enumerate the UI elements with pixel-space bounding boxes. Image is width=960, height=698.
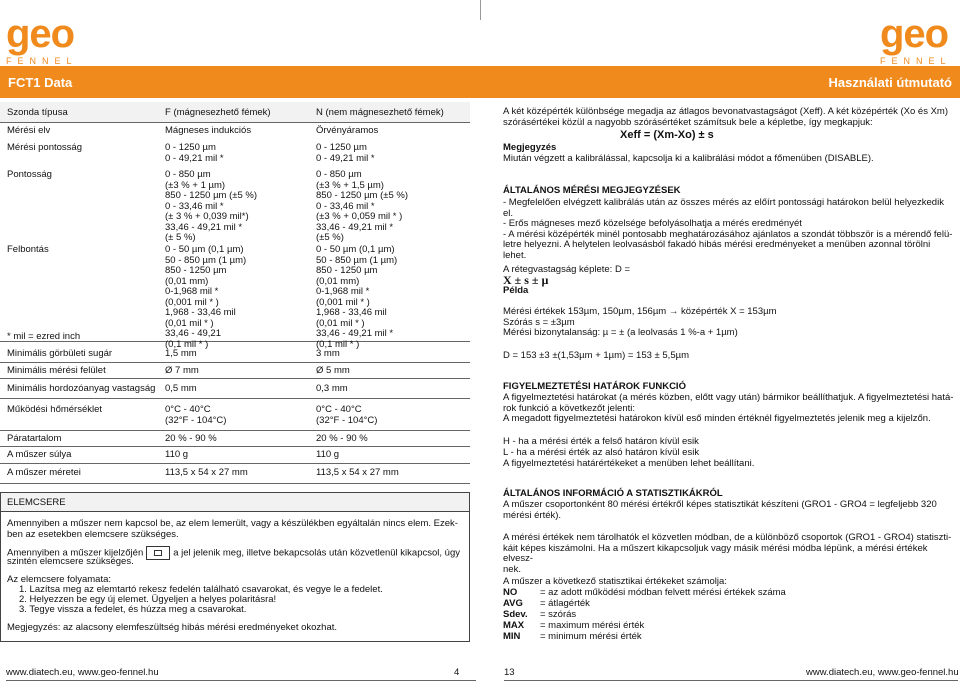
stat-value: = maximum mérési érték (540, 620, 645, 631)
table-row-label: Mérési pontosság (7, 142, 82, 153)
table-cell-n: N (nem mágnesezhető fémek) (316, 107, 444, 118)
general-notes-list: - Megfelelően elvégzett kalibrálás után az összes mérés az előírt pontossági határokon belül helyezkedik el. - Erős mágneses mező közelsége befolyásolhatja a mérés eredményét - A mérési középérték minél pontosabb meghatározásához ajánlatos a szondát többször is a mérendő felü- letre helyezni. A helytelen leolvasásból fakadó hibás mérési eredményeket a menüben azonnal törölni lehet. (503, 197, 953, 261)
table-row-label: Minimális mérési felület (7, 365, 106, 376)
battery-step: 3. Tegye vissza a fedelet, és húzza meg a csavarokat. (19, 604, 247, 615)
page-title-right: Használati útmutató (828, 75, 952, 90)
low-battery-icon (146, 546, 170, 560)
table-cell-n: Ø 5 mm (316, 365, 350, 376)
table-cell-n: Örvényáramos (316, 125, 379, 136)
battery-note: Megjegyzés: az alacsony elemfeszültség hibás mérési eredményeket okozhat. (7, 622, 338, 633)
table-row-label: Működési hőmérséklet (7, 404, 103, 415)
table-cell-f: 0 - 850 µm (±3 % + 1 µm) 850 - 1250 µm (±5 %) 0 - 33,46 mil * (± 3 % + 0,039 mil*) 33,46 - 49,21 mil * (± 5 %) (165, 169, 258, 243)
table-cell-f: Ø 7 mm (165, 365, 199, 376)
table-row-label: Felbontás (7, 244, 49, 255)
stat-value: = átlagérték (540, 598, 590, 609)
table-cell-n: 110 g (316, 449, 340, 460)
footer-rule-left (6, 680, 476, 681)
stat-value: = az adott működési módban felvett mérési értékek száma (540, 587, 786, 598)
battery-step: 2. Helyezzen be egy új elemet. Ügyeljen a helyes polaritásra! (19, 594, 277, 605)
page-number-left: 4 (454, 667, 460, 678)
battery-paragraph-2-end: szintén elemcsere szükséges. (7, 556, 134, 567)
footer-url-left[interactable]: www.diatech.eu, www.geo-fennel.hu (6, 667, 159, 678)
xeff-formula: Xeff = (Xm-Xo) ± s (620, 129, 714, 141)
battery-section (0, 492, 470, 642)
table-cell-n: 113,5 x 54 x 27 mm (316, 467, 399, 478)
stat-key: Sdev. (503, 609, 528, 620)
table-cell-f: 0,5 mm (165, 383, 197, 394)
battery-paragraph-2: Amennyiben a műszer kijelzőjén a jel jelenik meg, illetve bekapcsolás után közvetlenül kikapcsol, úgy (7, 547, 460, 559)
table-cell-f: 113,5 x 54 x 27 mm (165, 467, 248, 478)
note-title: Megjegyzés (503, 142, 557, 153)
stat-key: MIN (503, 631, 521, 642)
table-row-label: Páratartalom (7, 433, 62, 444)
table-cell-n: 3 mm (316, 348, 340, 359)
table-cell-f: 110 g (165, 449, 189, 460)
battery-paragraph-1: Amennyiben a műszer nem kapcsol be, az elem lemerült, vagy a készülékben egyáltalán nincs elem. Ezek- ben az esetekben elemcsere szükséges. (7, 518, 458, 540)
warning-h: H - ha a mérési érték a felső határon kívül esik (503, 436, 699, 447)
stat-value: = minimum mérési érték (540, 631, 642, 642)
example-title: Példa (503, 285, 529, 296)
warning-limits-title: FIGYELMEZTETÉSI HATÁROK FUNKCIÓ (503, 381, 686, 392)
table-cell-n: 0°C - 40°C (32°F - 104°C) (316, 404, 378, 426)
table-cell-f: 1,5 mm (165, 348, 197, 359)
warning-l: L - ha a mérési érték az alsó határon kívül esik (503, 447, 700, 458)
table-cell-f: 0°C - 40°C (32°F - 104°C) (165, 404, 227, 426)
thickness-formula: X ± s ± µ (503, 273, 549, 287)
stat-key: AVG (503, 598, 523, 609)
table-cell-f: 20 % - 90 % (165, 433, 217, 444)
stat-key: MAX (503, 620, 525, 631)
battery-title-bar (1, 493, 469, 512)
geo-fennel-logo-left: geo FENNEL (6, 12, 78, 66)
stat-value: = szórás (540, 609, 577, 620)
geo-fennel-logo-right: geo FENNEL (880, 12, 952, 66)
warning-limits-text: A figyelmeztetési határokat (a mérés közben, előtt vagy után) bármikor beállíthatjuk. A figyelmeztetési hatá- rok funkció a következőt jelenti: A megadott figyelmeztetési határokon kívül eső minden értéknél figyelmeztetés jelenik meg a kijelzőn. (503, 392, 954, 424)
calibration-note: Miután végzett a kalibrálással, kapcsolja ki a kalibrálási módot a főmenüben (DISABLE). (503, 153, 874, 164)
table-cell-f: Mágneses indukciós (165, 125, 252, 136)
statistics-title: ÁLTALÁNOS INFORMÁCIÓ A STATISZTIKÁKRÓL (503, 488, 723, 499)
battery-title: ELEMCSERE (7, 497, 66, 508)
page-title-left: FCT1 Data (8, 75, 73, 90)
footer-rule-right (504, 680, 958, 681)
fold-mark (480, 0, 481, 20)
table-cell-f: 0 - 50 µm (0,1 µm) 50 - 850 µm (1 µm) 850 - 1250 µm (0,01 mm) 0-1,968 mil * (0,001 mil * ) 1,968 - 33,46 mil (0,01 mil * ) 33,46 - 49,21 (0,1 mil * ) (165, 244, 247, 350)
thickness-formula-line: A rétegvastagság képlete: D = X ± s ± µ (503, 263, 631, 287)
table-row-label: Minimális görbületi sugár (7, 348, 113, 359)
table-cell-n: 0 - 1250 µm 0 - 49,21 mil * (316, 142, 375, 164)
example-result: D = 153 ±3 ±(1,53µm + 1µm) = 153 ± 5,5µm (503, 350, 689, 361)
mil-footnote: * mil = ezred inch (7, 331, 81, 342)
header-band (0, 66, 960, 98)
statistics-p1: A műszer csoportonként 80 mérési értékről képes statisztikát készíteni (GRO1 - GRO4 = legfeljebb 320 mérési érték). (503, 499, 937, 521)
footer-url-right[interactable]: www.diatech.eu, www.geo-fennel.hu (806, 667, 959, 678)
table-cell-n: 20 % - 90 % (316, 433, 368, 444)
table-cell-n: 0 - 850 µm (±3 % + 1,5 µm) 850 - 1250 µm (±5 %) 0 - 33,46 mil * (±3 % + 0,059 mil * ) 33,46 - 49,21 mil * (±5 %) (316, 169, 409, 243)
warning-end: A figyelmeztetési határértékeket a menüben lehet beállítani. (503, 458, 755, 469)
table-row-label: A műszer méretei (7, 467, 81, 478)
statistics-p3: A műszer a következő statisztikai értékeket számolja: (503, 576, 727, 587)
table-row-label: Minimális hordozóanyag vastagság (7, 383, 156, 394)
table-cell-f: 0 - 1250 µm 0 - 49,21 mil * (165, 142, 224, 164)
battery-step: 1. Lazítsa meg az elemtartó rekesz fedelén található csavarokat, és vegye le a fedelet. (19, 584, 383, 595)
table-cell-n: 0 - 50 µm (0,1 µm) 50 - 850 µm (1 µm) 850 - 1250 µm (0,01 mm) 0-1,968 mil * (0,001 mil * ) 1,968 - 33,46 mil (0,01 mil * ) 33,46 - 49,21 mil * (0,1 mil * ) (316, 244, 398, 350)
statistics-p2: A mérési értékek nem tárolhatók el közvetlen módban, de a különböző csoportok (GRO1 - GRO4) statiszti- káit képes kiszámolni. Ha a műszert kikapcsoljuk vagy másik mérési módba lépünk, a mérési értékek elvesz- nek. (503, 532, 952, 575)
table-row-label: Pontosság (7, 169, 52, 180)
table-cell-n: 0,3 mm (316, 383, 348, 394)
table-row-label: A műszer súlya (7, 449, 72, 460)
example-text: Mérési értékek 153µm, 150µm, 156µm → középérték X = 153µm Szórás s = ±3µm Mérési bizonytalanság: µ = ± (a leolvasás 1 %-a + 1µm) (503, 306, 777, 338)
table-row-label: Szonda típusa (7, 107, 68, 118)
page-number-right: 13 (504, 667, 515, 678)
general-notes-title: ÁLTALÁNOS MÉRÉSI MEGJEGYZÉSEK (503, 185, 681, 196)
battery-process-title: Az elemcsere folyamata: (7, 574, 112, 585)
table-row-label: Mérési elv (7, 125, 51, 136)
stat-key: NO (503, 587, 518, 598)
xeff-intro: A két középérték különbsége megadja az átlagos bevonatvastagságot (Xeff). A két középérték (Xo és Xm) szórásértékei közül a nagyobb szórásértéket számítsuk bele a képletbe, így megkapjuk: (503, 106, 949, 128)
table-cell-f: F (mágnesezhető fémek) (165, 107, 271, 118)
